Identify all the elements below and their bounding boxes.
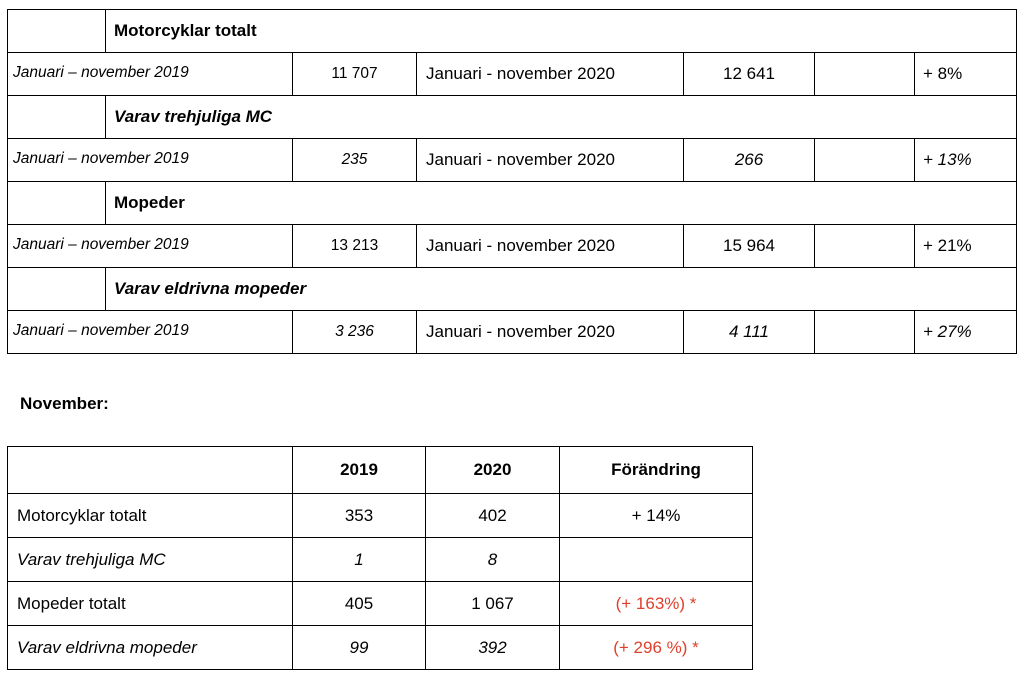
value-2019: 99: [293, 626, 426, 670]
value-2020: 402: [426, 494, 560, 538]
section-title-row: [8, 96, 1017, 139]
table-row: [8, 626, 753, 670]
period-2019: Januari – november 2019: [8, 53, 293, 96]
value-2019: 3 236: [293, 311, 417, 354]
empty-cell: [815, 139, 915, 182]
change-value: + 27%: [915, 311, 1017, 354]
period-2020: Januari - november 2020: [417, 225, 684, 268]
period-2020: Januari - november 2020: [417, 311, 684, 354]
header-change: Förändring: [560, 447, 753, 494]
empty-cell: [8, 182, 106, 225]
period-2020: Januari - november 2020: [417, 139, 684, 182]
value-2019: 353: [293, 494, 426, 538]
november-table: [7, 446, 753, 670]
empty-cell: [815, 225, 915, 268]
header-2019: 2019: [293, 447, 426, 494]
empty-cell: [815, 53, 915, 96]
change-value: + 13%: [915, 139, 1017, 182]
value-2020: 392: [426, 626, 560, 670]
period-2019: Januari – november 2019: [8, 139, 293, 182]
period-comparison-table: [7, 9, 1017, 354]
change-value: + 8%: [915, 53, 1017, 96]
table-header-row: [8, 447, 753, 494]
section-data-row: [8, 53, 1017, 96]
value-2020: 8: [426, 538, 560, 582]
empty-cell: [8, 10, 106, 53]
value-2020: 15 964: [684, 225, 815, 268]
table-row: [8, 582, 753, 626]
section-data-row: [8, 139, 1017, 182]
change-value-highlighted: (+ 163%) *: [560, 582, 753, 626]
section-title-row: [8, 268, 1017, 311]
period-2019: Januari – november 2019: [8, 225, 293, 268]
section-title: Varav eldrivna mopeder: [106, 268, 1017, 311]
table-row: [8, 538, 753, 582]
change-value-highlighted: (+ 296 %) *: [560, 626, 753, 670]
november-heading: November:: [20, 394, 109, 413]
value-2019: 1: [293, 538, 426, 582]
value-2019: 13 213: [293, 225, 417, 268]
value-2020: 1 067: [426, 582, 560, 626]
table-row: [8, 494, 753, 538]
empty-cell: [815, 311, 915, 354]
empty-cell: [8, 96, 106, 139]
section-title-row: [8, 182, 1017, 225]
empty-cell: [8, 268, 106, 311]
header-empty: [8, 447, 293, 494]
change-value: + 14%: [560, 494, 753, 538]
period-2019: Januari – november 2019: [8, 311, 293, 354]
section-title: Mopeder: [106, 182, 1017, 225]
value-2019: 405: [293, 582, 426, 626]
value-2019: 235: [293, 139, 417, 182]
section-title: Varav trehjuliga MC: [106, 96, 1017, 139]
change-value: + 21%: [915, 225, 1017, 268]
change-value: [560, 538, 753, 582]
row-label: Mopeder totalt: [8, 582, 293, 626]
value-2019: 11 707: [293, 53, 417, 96]
header-2020: 2020: [426, 447, 560, 494]
period-2020: Januari - november 2020: [417, 53, 684, 96]
value-2020: 4 111: [684, 311, 815, 354]
value-2020: 266: [684, 139, 815, 182]
row-label: Motorcyklar totalt: [8, 494, 293, 538]
section-data-row: [8, 225, 1017, 268]
value-2020: 12 641: [684, 53, 815, 96]
section-data-row: [8, 311, 1017, 354]
row-label: Varav trehjuliga MC: [8, 538, 293, 582]
section-title-row: [8, 10, 1017, 53]
row-label: Varav eldrivna mopeder: [8, 626, 293, 670]
section-title: Motorcyklar totalt: [106, 10, 1017, 53]
